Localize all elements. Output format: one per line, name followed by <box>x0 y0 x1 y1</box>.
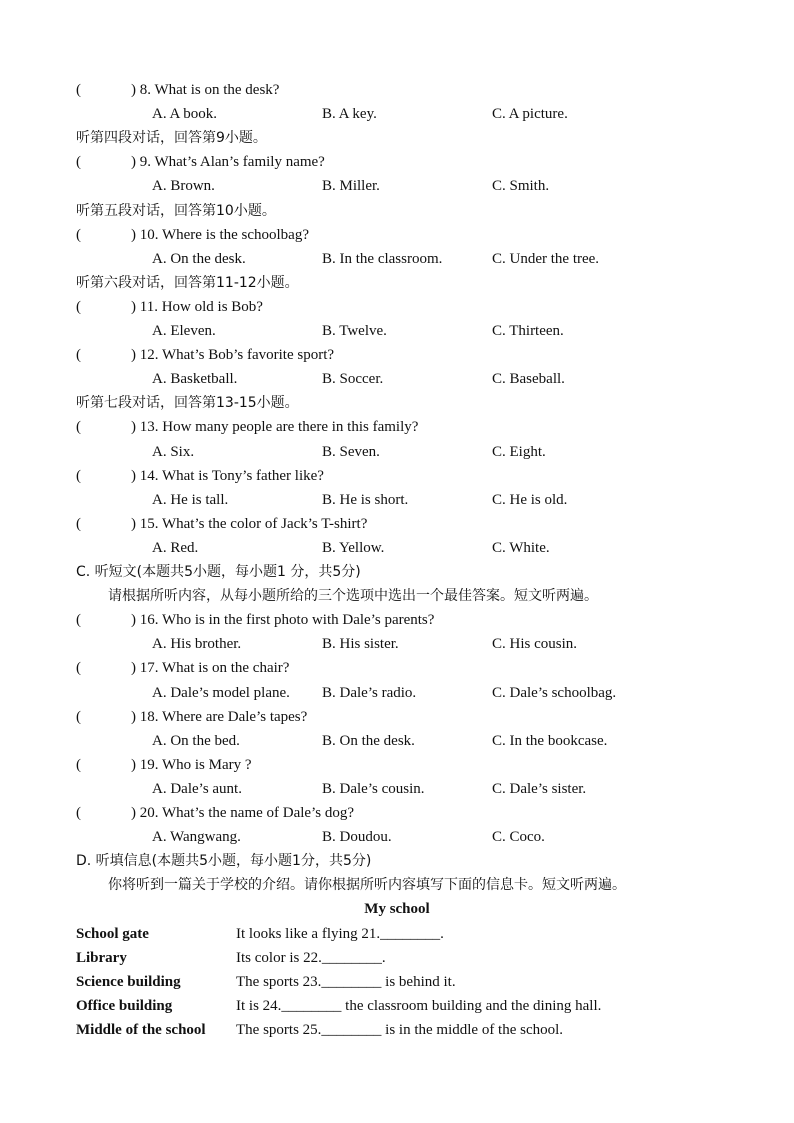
option-a[interactable]: A. Dale’s model plane. <box>152 684 290 701</box>
options-row <box>0 248 794 270</box>
question-row <box>0 754 794 776</box>
option-c[interactable]: C. He is old. <box>492 491 568 508</box>
option-b[interactable]: B. Doudou. <box>322 829 392 846</box>
section-heading <box>0 127 794 149</box>
question-text: ) 16. Who is in the first photo with Dale’s parents? <box>131 612 435 629</box>
info-card-row <box>0 947 794 969</box>
question-row <box>0 706 794 728</box>
option-b[interactable]: B. Seven. <box>322 443 380 460</box>
option-b[interactable]: B. Dale’s radio. <box>322 684 417 701</box>
option-c[interactable]: C. His cousin. <box>492 636 578 653</box>
answer-blank-open[interactable]: ( <box>76 82 81 98</box>
option-c[interactable]: C. Coco. <box>492 829 545 846</box>
answer-blank-open[interactable]: ( <box>76 515 81 532</box>
options-row <box>0 103 794 125</box>
section-heading-text: C. 听短文(本题共5小题，每小题1 分，共5分) <box>76 564 361 580</box>
options-row <box>0 537 794 559</box>
option-a[interactable]: A. On the bed. <box>152 732 240 749</box>
options-row <box>0 175 794 197</box>
section-heading-text: 听第四段对话，回答第9小题。 <box>76 130 267 147</box>
option-c[interactable]: C. Eight. <box>492 443 546 460</box>
question-text: ) 20. What’s the name of Dale’s dog? <box>131 805 354 821</box>
info-card-row <box>0 971 794 993</box>
section-heading <box>0 561 794 583</box>
option-c[interactable]: C. Thirteen. <box>492 323 564 339</box>
question-text: ) 19. Who is Mary ? <box>131 756 252 773</box>
options-row <box>0 730 794 752</box>
answer-blank-open[interactable]: ( <box>76 467 81 484</box>
question-row <box>0 465 794 487</box>
options-row <box>0 489 794 511</box>
answer-blank-open[interactable]: ( <box>76 756 81 773</box>
option-a[interactable]: A. On the desk. <box>152 250 246 267</box>
section-heading-text: 听第六段对话，回答第11-12小题。 <box>76 274 299 291</box>
info-card-row <box>0 995 794 1017</box>
answer-blank-open[interactable]: ( <box>76 708 81 725</box>
option-b[interactable]: B. Dale’s cousin. <box>322 780 425 797</box>
option-c[interactable]: C. Smith. <box>492 178 550 195</box>
options-row <box>0 320 794 342</box>
info-card-label: Middle of the school <box>76 1021 206 1038</box>
option-c[interactable]: C. White. <box>492 539 550 556</box>
info-card-text: It looks like a flying 21.________. <box>236 925 444 942</box>
option-b[interactable]: B. In the classroom. <box>322 250 443 267</box>
answer-blank-open[interactable]: ( <box>76 226 81 243</box>
question-text: ) 13. How many people are there in this family? <box>131 419 419 436</box>
option-b[interactable]: B. Yellow. <box>322 539 385 556</box>
question-text: ) 17. What is on the chair? <box>131 660 290 677</box>
option-c[interactable]: C. Dale’s schoolbag. <box>492 684 617 701</box>
question-text: ) 11. How old is Bob? <box>131 298 263 315</box>
section-heading <box>0 850 794 872</box>
section-heading <box>0 200 794 222</box>
options-row <box>0 778 794 800</box>
info-card-text: It is 24.________ the classroom building and the dining hall. <box>236 997 602 1014</box>
option-a[interactable]: A. Brown. <box>152 178 215 195</box>
question-row <box>0 802 794 824</box>
info-card-text: The sports 23.________ is behind it. <box>236 973 456 990</box>
info-card-label: Office building <box>76 997 173 1014</box>
section-heading <box>0 392 794 414</box>
info-card-label: Science building <box>76 973 181 990</box>
answer-blank-open[interactable]: ( <box>76 347 81 364</box>
answer-blank-open[interactable]: ( <box>76 660 81 677</box>
question-row <box>0 344 794 366</box>
question-row <box>0 151 794 173</box>
question-text: ) 15. What’s the color of Jack’s T-shirt? <box>131 515 368 532</box>
question-text: ) 14. What is Tony’s father like? <box>131 467 324 484</box>
question-row <box>0 296 794 318</box>
question-row <box>0 416 794 438</box>
question-row <box>0 609 794 631</box>
option-a[interactable]: A. Basketball. <box>152 371 238 388</box>
section-heading-text: 听第七段对话，回答第13-15小题。 <box>76 395 299 412</box>
info-card-row <box>0 1019 794 1041</box>
card-title-row <box>0 898 794 920</box>
instruction-text: 你将听到一篇关于学校的介绍。请你根据所听内容填写下面的信息卡。短文听两遍。 <box>108 877 626 894</box>
answer-blank-open[interactable]: ( <box>76 298 81 315</box>
question-row <box>0 224 794 246</box>
question-row <box>0 513 794 535</box>
options-row <box>0 441 794 463</box>
options-row <box>0 826 794 848</box>
option-b[interactable]: B. Soccer. <box>322 371 384 388</box>
question-row <box>0 79 794 101</box>
option-a[interactable]: A. He is tall. <box>152 491 229 508</box>
question-text: ) 10. Where is the schoolbag? <box>131 226 310 243</box>
card-title: My school <box>364 901 430 918</box>
option-a[interactable]: A. Dale’s aunt. <box>152 780 242 797</box>
option-c[interactable]: C. Dale’s sister. <box>492 780 587 797</box>
option-a[interactable]: A. A book. <box>152 106 218 123</box>
option-b[interactable]: B. He is short. <box>322 491 409 508</box>
info-card-text: Its color is 22.________. <box>236 949 386 966</box>
answer-blank-open[interactable]: ( <box>76 805 81 821</box>
answer-blank-open[interactable]: ( <box>76 419 81 436</box>
question-text: ) 8. What is on the desk? <box>131 82 280 98</box>
option-a[interactable]: A. Wangwang. <box>152 829 241 846</box>
answer-blank-open[interactable]: ( <box>76 154 81 171</box>
info-card-label: Library <box>76 949 127 966</box>
info-card-row <box>0 923 794 945</box>
option-c[interactable]: C. A picture. <box>492 106 568 123</box>
question-row <box>0 657 794 679</box>
info-card-label: School gate <box>76 925 149 942</box>
section-heading-text: D. 听填信息(本题共5小题，每小题1分，共5分) <box>76 853 372 870</box>
option-b[interactable]: B. Miller. <box>322 178 380 195</box>
options-row <box>0 368 794 390</box>
option-c[interactable]: C. Under the tree. <box>492 250 600 267</box>
question-text: ) 18. Where are Dale’s tapes? <box>131 708 308 725</box>
info-card-text: The sports 25.________ is in the middle of the school. <box>236 1021 564 1038</box>
option-c[interactable]: C. Baseball. <box>492 371 565 388</box>
answer-blank-open[interactable]: ( <box>76 612 81 629</box>
section-heading <box>0 272 794 294</box>
instruction-text: 请根据所听内容，从每小题所给的三个选项中选出一个最佳答案。短文听两遍。 <box>108 588 598 605</box>
option-b[interactable]: B. On the desk. <box>322 732 415 749</box>
options-row <box>0 682 794 704</box>
option-b[interactable]: B. His sister. <box>322 636 399 653</box>
instruction-row <box>0 874 794 896</box>
option-b[interactable]: B. A key. <box>322 106 377 123</box>
section-heading-text: 听第五段对话，回答第10小题。 <box>76 202 276 219</box>
option-a[interactable]: A. His brother. <box>152 636 242 653</box>
question-text: ) 12. What’s Bob’s favorite sport? <box>131 347 335 364</box>
option-a[interactable]: A. Red. <box>152 539 199 556</box>
option-a[interactable]: A. Six. <box>152 443 195 460</box>
option-a[interactable]: A. Eleven. <box>152 323 216 339</box>
instruction-row <box>0 585 794 607</box>
question-text: ) 9. What’s Alan’s family name? <box>131 154 325 171</box>
options-row <box>0 633 794 655</box>
option-b[interactable]: B. Twelve. <box>322 323 387 339</box>
option-c[interactable]: C. In the bookcase. <box>492 732 608 749</box>
